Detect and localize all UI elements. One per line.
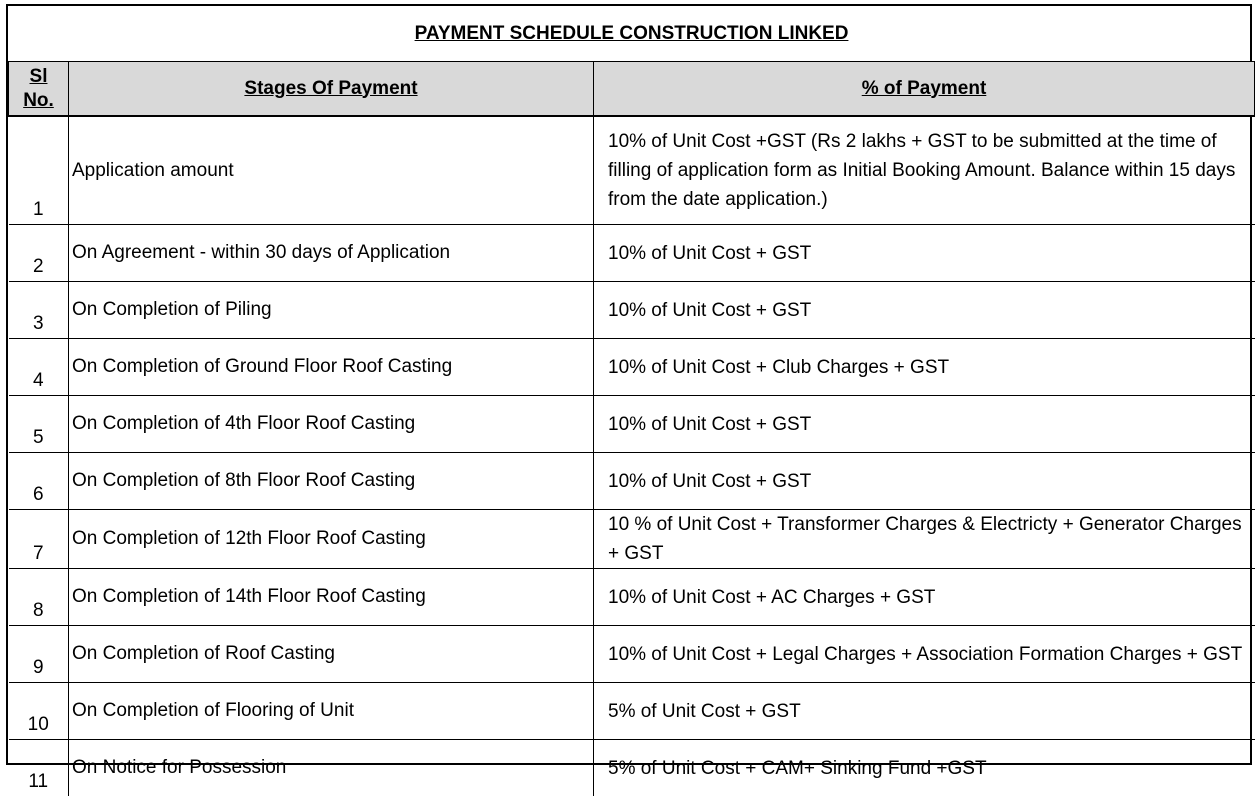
row-stage: On Completion of Roof Casting [69,626,594,683]
row-sl: 9 [9,626,69,683]
table-row [9,225,1255,282]
row-sl: 5 [9,396,69,453]
table-row [9,116,1255,225]
row-stage: On Completion of 4th Floor Roof Casting [69,396,594,453]
table-row [9,626,1255,683]
table-row [9,453,1255,510]
header-sl-line1: Sl [30,66,48,87]
table-row [9,510,1255,569]
table-row [9,339,1255,396]
row-sl: 2 [9,225,69,282]
row-sl: 1 [9,116,69,225]
row-percent: 10% of Unit Cost + GST [594,225,1255,282]
table-row [9,683,1255,740]
table-title: PAYMENT SCHEDULE CONSTRUCTION LINKED [9,6,1255,62]
table-row [9,396,1255,453]
row-stage: On Completion of 8th Floor Roof Casting [69,453,594,510]
row-sl: 8 [9,569,69,626]
header-row [9,62,1255,117]
header-sl-line2: No. [23,90,54,111]
row-percent: 10% of Unit Cost + GST [594,396,1255,453]
row-stage: On Completion of 12th Floor Roof Casting [69,510,594,569]
row-sl: 7 [9,510,69,569]
header-sl-no [9,62,69,117]
row-percent: 10 % of Unit Cost + Transformer Charges & Electricty + Generator Charges + GST [594,510,1255,569]
payment-schedule-sheet [6,4,1252,765]
row-stage: On Completion of Piling [69,282,594,339]
table-row [9,282,1255,339]
row-stage: Application amount [69,116,594,225]
title-row [9,6,1255,62]
row-sl: 6 [9,453,69,510]
header-stages: Stages Of Payment [69,62,594,117]
row-sl: 10 [9,683,69,740]
row-percent: 10% of Unit Cost + GST [594,453,1255,510]
row-percent: 10% of Unit Cost + GST [594,282,1255,339]
row-percent: 5% of Unit Cost + CAM+ Sinking Fund +GST [594,740,1255,796]
row-sl: 11 [9,740,69,796]
row-percent: 10% of Unit Cost +GST (Rs 2 lakhs + GST to be submitted at the time of filling of application form as Initial Booking Amount. Balance within 15 days from the date application.) [594,116,1255,225]
row-stage: On Completion of Ground Floor Roof Casting [69,339,594,396]
row-sl: 3 [9,282,69,339]
payment-schedule-table [8,6,1255,796]
row-percent: 10% of Unit Cost + Club Charges + GST [594,339,1255,396]
table-row [9,569,1255,626]
row-stage: On Notice for Possession [69,740,594,796]
row-stage: On Agreement - within 30 days of Application [69,225,594,282]
row-percent: 5% of Unit Cost + GST [594,683,1255,740]
row-stage: On Completion of 14th Floor Roof Casting [69,569,594,626]
row-percent: 10% of Unit Cost + AC Charges + GST [594,569,1255,626]
row-percent: 10% of Unit Cost + Legal Charges + Association Formation Charges + GST [594,626,1255,683]
row-sl: 4 [9,339,69,396]
header-percent: % of Payment [594,62,1255,117]
row-stage: On Completion of Flooring of Unit [69,683,594,740]
